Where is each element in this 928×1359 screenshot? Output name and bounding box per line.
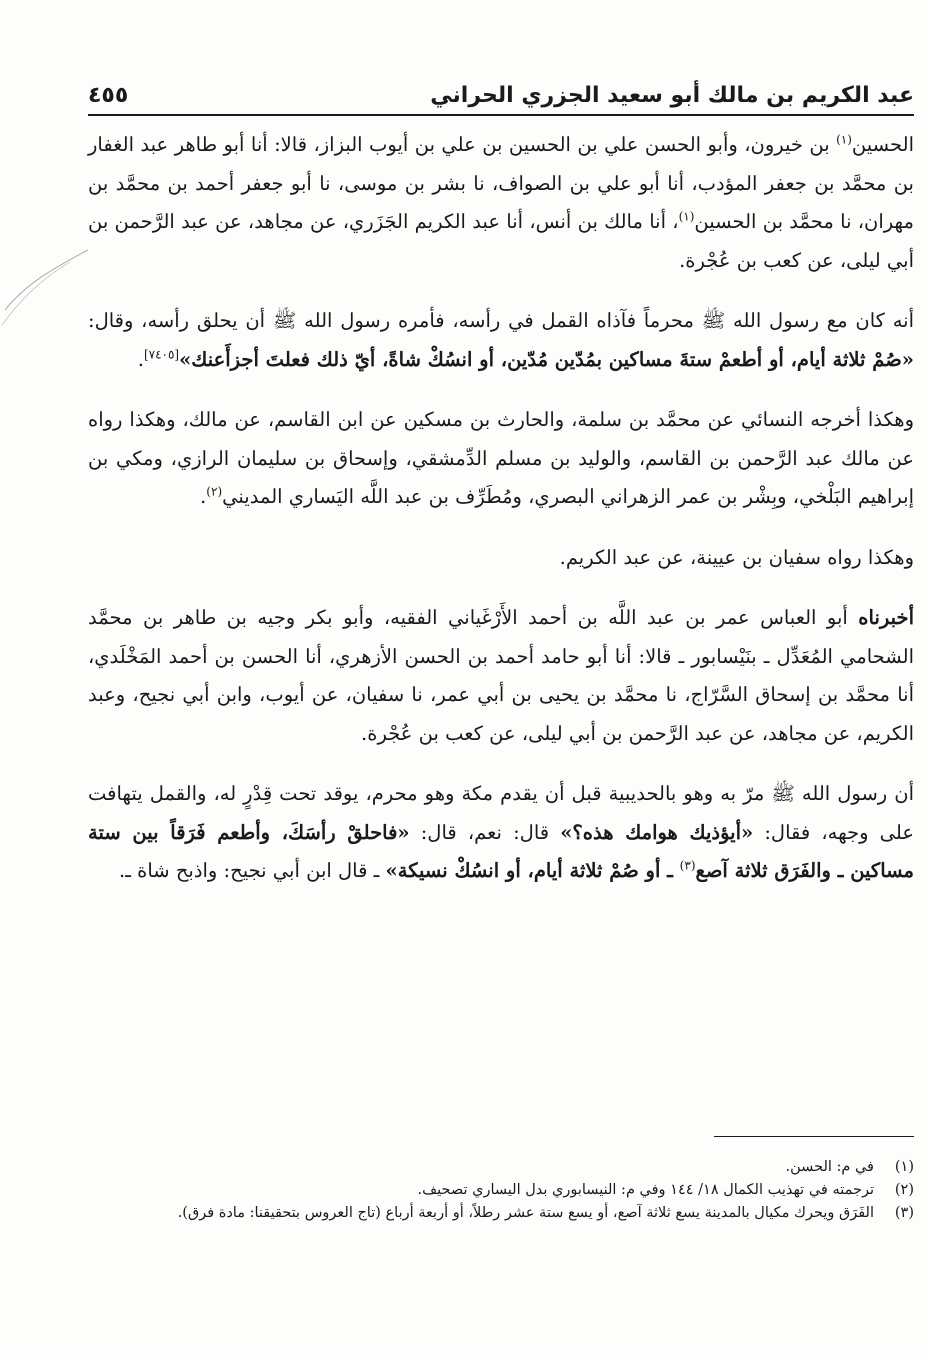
footnote [114,1202,914,1225]
footnote-rule [714,1136,914,1137]
footnotes [114,1156,914,1225]
text-run: أبو العباس عمر بن عبد اللَّه بن أحمد الأَرْغَياني الفقيه، وأبو بكر وجيه بن طاهر بن محمَّد الشحامي المُعَدِّل ـ بنَيْسابور ـ قالا: أنا أبو حامد أحمد بن الحسن الأزهري، أنا الحسن بن أحمد المَخْلَدي، أنا محمَّد بن إسحاق السَّرّاج، نا محمَّد بن يحيى بن أبي عمر، نا سفيان، عن أيوب، وابن أبي نجيح، وعبد الكريم، عن مجاهد، عن عبد الرَّحمن بن أبي ليلى، عن كعب بن عُجْرة. [88,606,914,745]
paragraph-takhrij [88,401,914,517]
page-header [88,58,914,108]
footnote-marker: (١) [836,132,852,147]
hadith-quote: «فاحلقْ رأسَكَ، وأطعم فَرَقاً بين ستة مساكين ـ والفَرَق ثلاثة آصع [88,820,914,882]
book-page [88,58,914,891]
text-run: . [137,347,144,371]
text-run: بن خيرون، وأبو الحسن علي بن الحسين بن علي بن أيوب البزاز، قالا: أنا أبو طاهر عبد الغفار بن محمَّد بن جعفر المؤدب، أنا أبو علي بن الصواف، نا بشر بن موسى، نا أبو جعفر أحمد بن محمَّد بن مهران، نا محمَّد بن الحسين [88,133,914,233]
footnote-text: ترجمته في تهذيب الكمال ١٨/ ١٤٤ وفي م: النيسابوري بدل اليساري تصحيف. [417,1182,874,1198]
paragraph-riwaya: وهكذا رواه سفيان بن عيينة، عن عبد الكريم. [559,545,914,569]
text-run: وهكذا أخرجه النسائي عن محمَّد بن سلمة، والحارث بن مسكين عن ابن القاسم، عن مالك، وهكذا رواه عن مالك عبد الرَّحمن بن القاسم، والوليد بن مسلم الدِّمشقي، وإسحاق بن سليمان الرازي، ومكي بن إبراهيم البَلْخي، وبِشْر بن عمر الزهراني البصري، ومُطَرِّف بن عبد اللَّه اليَساري المديني [88,408,914,508]
footnote-marker: (٢) [206,484,223,499]
paragraph-isnad-1 [88,126,914,280]
paragraph-hadith-1 [88,302,914,379]
footnote-number: (٣) [894,1205,914,1221]
hadith-quote: ـ أو صُمْ ثلاثة أيام، أو انسُكْ نسيكة» [385,859,680,882]
footnote-marker: (١) [678,209,695,224]
running-title: عبد الكريم بن مالك أبو سعيد الجزري الحراني [430,83,914,108]
margin-pencil-mark [0,240,90,330]
akhbarana-lead: أخبرناه [858,606,914,629]
body-text [88,126,914,891]
footnote [114,1156,914,1179]
footnote-text: الفَرَق ويحرك مكيال بالمدينة يسع ثلاثة آصع، أو يسع ستة عشر رطلاً، أو أربعة أرباع (تاج العروس بتحقيقنا: مادة فرق). [177,1205,874,1221]
text-run: الحسين [851,133,914,156]
page-number: ٤٥٥ [88,83,129,108]
text-run: أن رسول الله ﷺ مرّ به وهو بالحديبية قبل أن يقدم مكة وهو محرم، يوقد تحت قِدْرٍ له، والقمل يتهافت على وجهه، فقال: [88,782,914,844]
text-run: أنه كان مع رسول الله ﷺ محرماً فآذاه القمل في رأسه، فأمره رسول الله ﷺ أن يحلق رأسه، وقال: [88,309,914,332]
text-run: . [200,485,207,508]
footnote-text: في م: الحسن. [785,1159,874,1175]
footnote-number: (٢) [894,1182,914,1198]
footnote-marker: (٣) [679,858,696,873]
hadith-quote: «أيؤذيك هوامك هذه؟» [560,820,754,844]
hadith-quote: «صُمْ ثلاثة أيام، أو أطعمْ ستةَ مساكين بمُدّين مُدّين، أو انسُكْ شاةً، أيّ ذلك فعلتَ أجزأَعنك» [179,347,914,371]
text-run: ، أنا مالك بن أنس، أنا عبد الكريم الجَزَري، عن مجاهد، عن عبد الرَّحمن بن أبي ليلى، عن كعب بن عُجْرة. [88,210,914,272]
footnote [114,1179,914,1202]
paragraph-isnad-2 [88,599,914,753]
paragraph-hadith-2 [88,775,914,891]
text-run: قال: نعم، قال: [409,820,561,844]
text-run: ـ قال ابن أبي نجيح: واذبح شاة ـ. [119,859,386,882]
footnote-number: (١) [894,1159,914,1175]
header-rule [88,114,914,116]
hadith-number: [٧٤٠٥] [143,347,180,361]
